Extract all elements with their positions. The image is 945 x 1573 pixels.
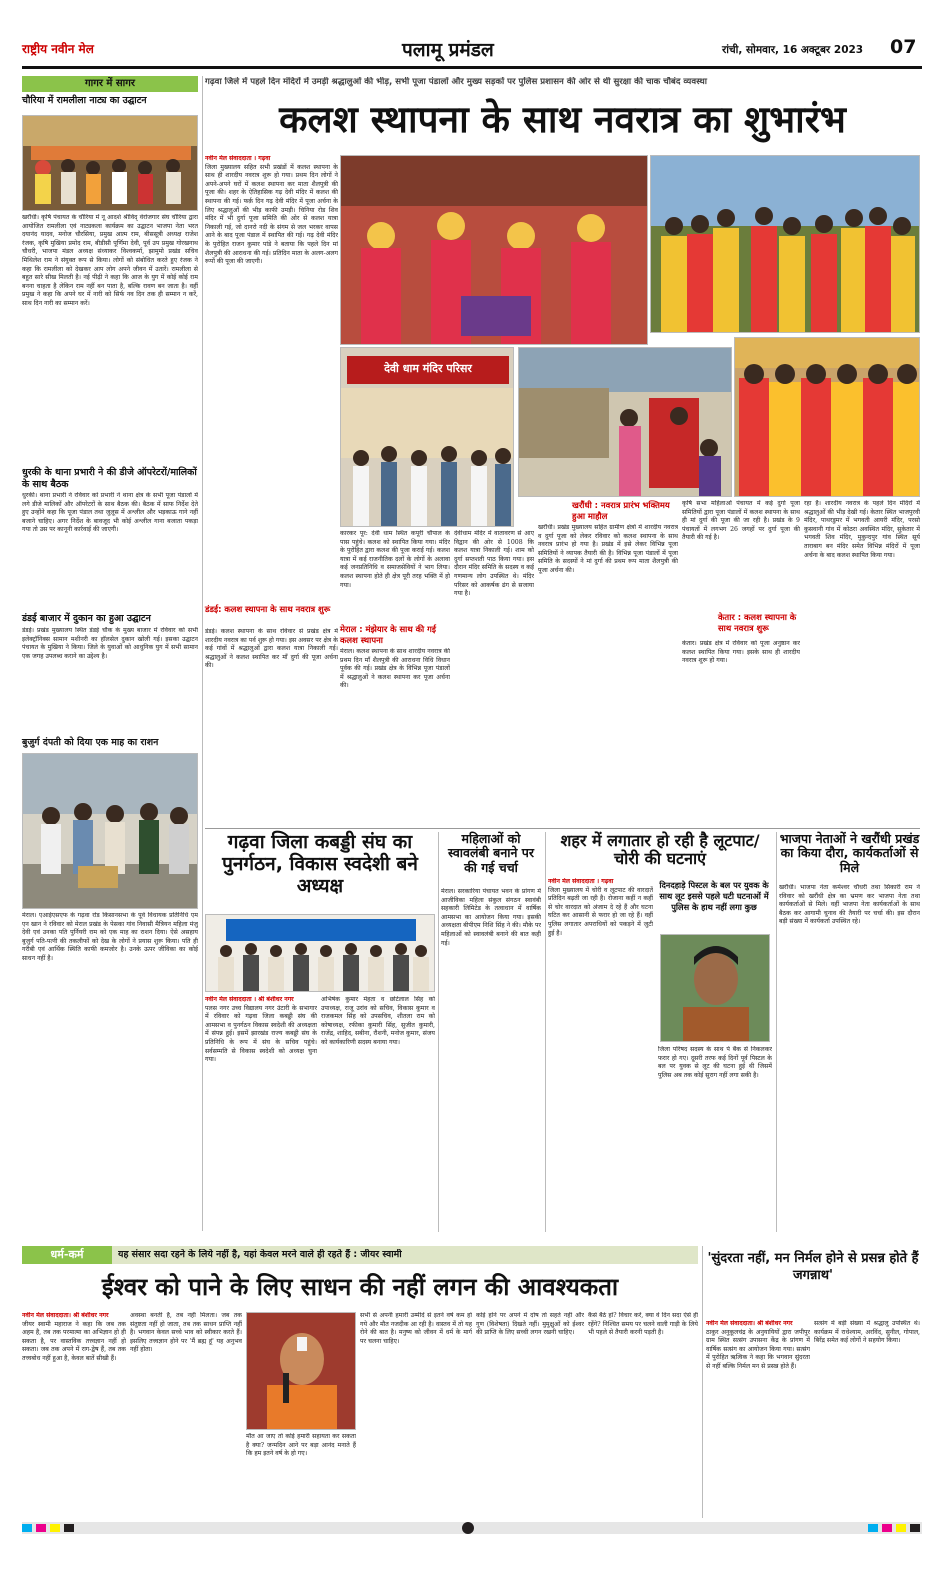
left-body-4: मेराल। एआईएसएफ के गढ़वा रोड किसानसभा के पूर्व विधायक प्रतिनिधि एम एन खान ने रविवार को मेराल प्रखंड के पेसका गांव निवासी मैत्रियन महिला मंजु देवी एवं उनका पति पुर्नियरी राम को एक माह का राशन दिया। ऐसे असहाय बुजुर्ग पति-पत्नी की तकलीफों को देख के लोगों ने प्रयास शुरू किया। पति ही गरीबी एवं आर्थिक स्थिति काफी कमजोर है। उनके ऊपर जीविका का कोई साधन नहीं है।: [22, 912, 198, 962]
photo-temple: [340, 347, 514, 527]
bjp-text: खरौंधी। भाजपा नेता कर्मेश्वर चौधरी तथा सिकारी राम ने रविवार को खरौंधी क्षेत्र का भ्रमण कर भाजपा नेता तथा कार्यकर्ताओं से मिले। वहीं भाजपा नेता कार्यकर्ताओं के साथ बैठक कर आगामी चुनाव की तैयारी पर चर्चा की। इस दौरान बड़ी संख्या में कार्यकर्ता उपस्थित रहे।: [779, 884, 920, 926]
sundarta-text-2: सत्संग में बड़ी संख्या में श्रद्धालु उपस्थित थे। कार्यक्रम में राधेश्याम, अरविंद, सुनील, गोपाल, बिरेंद्र समेत कई लोगों ने सहयोग किया।: [814, 1320, 920, 1345]
issue-date: रांची, सोमवार, 16 अक्टूबर 2023: [722, 44, 864, 56]
column-divider-5: [702, 1246, 703, 1518]
loot-text: [548, 878, 653, 1232]
dharma-text-3: मौत आ जाए तो कोई हमारी सहायता कर सकता है क्या? जन्मदिन आने पर बड़ा आनंद मनाते हैं कि हम इतने वर्ष के हो गए।: [246, 1433, 356, 1458]
photo-kalash-1: [340, 155, 648, 345]
left-title-3: डंडई बाजार में दुकान का हुआ उद्घाटन: [22, 613, 151, 624]
section-title: पलामू प्रमंडल: [402, 39, 494, 61]
column-divider-4: [776, 832, 777, 1232]
left-body-1: खरौंधी। कृषि पंचायत के चौरिया में नू आदर्श श्रीविद् वेरोजगार संघ चौरिया द्वारा आयोजित रामलीला एवं नाट्यकला कार्यक्रम का उद्घाटन भाजपा नेता भरत दयानंद यादव, मनोज चौरसिया, प्रमुख आत्म राम, बीससूत्री अध्यक्ष राजेश रंजक, कृषि मुखिया प्रमोद राम, बीडीसी पूर्णिमा देवी, पूर्व उप प्रमुख गोरखनाथ चौधरी, भाजपा मंडल अध्यक्ष संध्याकर विश्वकर्मा, झामुमो प्रखंड सचिव मिथिलेश राम ने संयुक्त रूप से किया। लोगों को संबोधित करते हुए रंजक ने कहा कि रामलीला को देखकर आप लोग अपने जीवन में उतारें। रामलीला से बहुत सारे सीख मिलती है। नई पीढ़ी ने कहा कि आज के युग में कोई कोई राम बनना चाहता है लेकिन राम नहीं बन पाता है, बल्कि रावण बन जाता है। वहीं प्रमुख ने कहा कि अपने घर में नारी को सिर्फ नव दिन तक ही सम्मान न करें, साथ दिन नारी का सम्मान करें।: [22, 214, 198, 307]
col-e-sub: खरौंधी : नवरात्र प्रारंभ भक्तिमय हुआ माहौल: [572, 500, 670, 521]
registration-dot: [462, 1522, 474, 1534]
dharma-byline: नवीन मेल संवाददाता। श्री बंशीधर नगर: [22, 1312, 109, 1319]
col-f-text-2: केतार। प्रखंड क्षेत्र में रविवार को पूजा अनुष्ठान कर कलश स्थापित किया गया। इसके साथ ही शारदीय नवरात्र शुरू हो गया।: [682, 640, 800, 665]
photo-kalash-2: [650, 155, 920, 333]
dharma-text-5: कोई होने पर अपने में दोष तो सहते नहीं और गुण (विशेषता) दिखते नहीं। मुमुक्षुओं को ईश्वर की प्राप्ति के लिए सच्ची लगन रखनी चाहिए।: [476, 1312, 584, 1337]
registration-swatch-cyan: [22, 1524, 32, 1532]
left-title: चौरिया में रामलीला नाट्य का उद्घाटन: [22, 95, 147, 106]
col-e-text: खरौंधी। प्रखंड मुख्यालय सहित ग्रामीण क्षेत्रों में शारदीय नवरात्र व दुर्गा पूजा को लेकर रविवार को कलश स्थापना के साथ नवरात्र प्रारंभ हो गया है। प्रखंड में इसे लेकर विभिन्न पूजा समितियों ने व्यापक तैयारी की है। विभिन्न पूजा पंडालों में पूजा समिति के सदस्यों ने मां दुर्गा की प्रथम रूप माता शैलपुत्री की पूजा अर्चना की।: [538, 524, 678, 574]
col-c-text-2: मेराल। कलश स्थापना के साथ शारदीय नवरात्र की प्रथम दिन माँ शैलपुत्री की आराधना विधि विधान पूर्वक की गई। प्रखंड क्षेत्र के विभिन्न पूजा पंडालों में श्रद्धालुओं ने कलश स्थापना कर पूजा अर्चना की।: [340, 648, 450, 690]
loot-box: दिनदहाड़े पिस्टल के बल पर युवक के साथ लूट इससे पहले घटी घटनाओं में पुलिस के हाथ नहीं लगा कुछ: [659, 880, 769, 912]
bjp-headline: भाजपा नेताओं ने खरौंधी प्रखंड का किया दौरा, कार्यकर्ताओं से मिले: [779, 831, 920, 875]
column-divider-2: [438, 832, 439, 1232]
dharma-body-1: जीयर स्वामी महाराज ने कहा कि जब तक अहम है, तब तक परमात्मा का अभिज्ञान हो ही सकता है, पर वास्तविक तत्त्वज्ञान नहीं हो सकता। जब तक अपने में राग-द्वेष हैं, तब तक तत्त्वबोध नहीं हुआ है, केवल बातें सीखी हैं।: [22, 1320, 126, 1362]
dharma-text-1: [22, 1312, 126, 1517]
col-f-sub: केतार : कलश स्थापना के साथ नवरात्र शुरू: [718, 612, 797, 633]
photo-crowd: [734, 337, 920, 497]
col-f-text: कृषि सभा महिलाओं पंचायत में कई दुर्गा पूजा समितियों द्वारा पूजा पंडालों में कलश स्थापना के साथ ही मां दुर्गा की पूजा की जा रही है। प्रखंड के 9 पंचायतों में लगभग 26 जगहों पर दुर्गा पूजा की तैयारी की गई है।: [682, 500, 800, 542]
mahila-text: मेराल। सरकारिया पंचायत भवन के प्रांगण में आजीविका महिला संकुल संगठन स्वावंबी सहकारी लिमिटेड के तत्वाधान में वार्षिक आमसभा का आयोजन किया गया। इसकी अध्यक्षता बीपीएम निशि सिंह ने की। मौके पर महिलाओं को स्वावलंबी बनाने की बात कही गई।: [441, 888, 541, 947]
temple-sign-text: देवी धाम मंदिर परिसर: [384, 362, 472, 375]
page-number: 07: [890, 36, 917, 58]
masthead: [22, 36, 922, 64]
left-title-4: बुजुर्ग दंपती को दिया एक माह का राशन: [22, 737, 159, 748]
jiyar-swami-photo: [246, 1312, 356, 1430]
victim-photo: [660, 934, 770, 1042]
dharma-text-4: सभी से अपनी हमारी उम्मीदें से इतने वर्ष कम हो गये और मौत नजदीक आ रही है। वास्तव में तो यह रोने की बात है। मनुष्य को जीवन में धर्म के मार्ग पर चलना चाहिए।: [360, 1312, 472, 1345]
photo-aarti: [518, 347, 732, 497]
registration-swatch-black: [64, 1524, 74, 1532]
col-g-text: रहा है। शारदीय नवरात्र के पहले दिन मंदिरों में श्रद्धालुओं की भीड़ देखी गई। केतार स्थित भाजपुरवी मंदिर, पाथरडुमर में भगवती आयरी मंदिर, परसो कुसवानी गांव में कोठरा अवस्थित मंदिर, सुकेतार में भगवती शिव मंदिर, मुकुन्दपुर गांव स्थित सूर्य ताराबाग बन मंदिर समेत विभिन्न मंदिरों में पूजा अर्चना के बाद कलश स्थापित किया गया।: [804, 500, 920, 559]
sundarta-byline: नवीन मेल संवाददाता। श्री बंशीधर नगर: [706, 1320, 793, 1327]
sundarta-text: [706, 1320, 810, 1517]
masthead-rule: [22, 66, 922, 69]
col-c-text: कारकर पूर: देवी धाम स्थित कपूरी चौपाल के पास पहुंचे। कलश को स्थापित किया गया। मंदिर के पुरोहित द्वारा कलश की पूजा कराई गई। कलश यात्रा में कई राजनीतिक दलों के लोगों के अलावा कई जनप्रतिनिधि व समाजसेवियों ने भाग लिया। कलश स्थापना होते ही क्षेत्र पूरी तरह भक्ति में हो गया।: [340, 530, 450, 589]
registration-swatch-magenta-right: [882, 1524, 892, 1532]
column-divider-3: [545, 832, 546, 1232]
registration-swatch-yellow: [50, 1524, 60, 1532]
kabaddi-text: [205, 996, 317, 1232]
ramlila-photo: [22, 115, 198, 211]
col-c-sub: मेराल : मंझेयार के साथ की गई कलश स्थापना: [340, 624, 436, 645]
color-registration-marks: [22, 1524, 922, 1532]
section-divider: [205, 828, 920, 829]
col-d-text: देवीधाम मंदिर में वातावरण से आए विद्वान की ओर से 1008 कि कलश यात्रा निकाली गई। शाम को दुर्गा सप्तशती पाठ किया गया। इस दौरान मंदिर समिति के सदस्य व कई गणमान्य लोग उपस्थित थे। मंदिर परिसर को आकर्षक ढंग से सजाया गया है।: [454, 530, 534, 598]
loot-body: जिला मुख्यालय में चोरी व लूटपाट की वारदातें प्रतिदिन बढ़ती जा रही है। रोजाना कहीं न कहीं से चोर वारदात को अंजाम दे रहे हैं और घटना घटित कर आसानी से फरार हो जा रहे हैं। वहीं पुलिस लगातार अपराधियों को पकड़ने में जुटी हुई है।: [548, 886, 653, 937]
col-b-text-2: डंडई। कलश स्थापना के साथ रविवार से प्रखंड क्षेत्र में शारदीय नवरात्र का पर्व शुरू हो गया। इस अवसर पर क्षेत्र के कई गांवों में श्रद्धालुओं द्वारा कलश यात्रा निकाली गई। श्रद्धालुओं ने कलश स्थापित कर माँ दुर्गा की पूजा अर्चना की।: [205, 628, 338, 670]
column-divider: [202, 76, 203, 1231]
loot-text-2: जिला परिषद सदस्य के साथ पे बैंक से निकलकर फरार हो गए। दूसरी तरफ कई दिनों पूर्व पिस्टल के बल पर युवक से लूट की घटना हुई थी जिसमें पुलिस अब तक कोई सुराग नहीं लगा सकी है।: [658, 1046, 772, 1079]
mahila-headline: महिलाओं को स्वावलंबी बनाने पर की गई चर्चा: [447, 831, 535, 875]
sundarta-headline: 'सुंदरता नहीं, मन निर्मल होने से प्रसन्न होते हैं जगन्नाथ': [707, 1251, 919, 1283]
registration-swatch-cyan-right: [868, 1524, 878, 1532]
tagline: गढ़वा जिले में पहले दिन मंदिरों में उमड़ी श्रद्धालुओं की भीड़, सभी पूजा पंडालों और मुख्य सड़कों पर पुलिस प्रशासन की ओर से थी सुरक्षा की चाक चौबंद व्यवस्था: [205, 77, 707, 87]
dharma-text-6: कैसे बैठे हो? विचार करें, क्या वे दिन सदा ऐसे ही रहेंगे? निश्चित समय पर चलने वाली गाड़ी के लिये भी पहले से तैयारी करनी पड़ती है।: [588, 1312, 698, 1337]
sundarta-body: ठाकुर अनुकूलचंद्र के अनुयायियों द्वारा जपीपुर ग्राम स्थित सत्संग उपासना केंद्र के प्रांगण में वार्षिक सत्संग का आयोजन किया गया। सत्संग में पुरोहित ऋत्विक ने कहा कि भगवान सुंदरता से नहीं बल्कि निर्मल मन से प्रसन्न होते हैं।: [706, 1328, 810, 1370]
loot-headline: शहर में लगातार हो रही है लूटपाट/चोरी की घटनाएं: [560, 831, 760, 869]
left-tag: गागर में सागर: [22, 76, 198, 92]
kabaddi-text-2: अभिषेक कुमार मेहता व छोटेलाल सिंह को उपाध्यक्ष, राजू उरांव को सचिव, विकास कुमार व राजकमल सिंह को उपसचिव, शीतला राम को कोषाध्यक्ष, रफीका कुमारी सिंह, सुजीत कुमारी, राजेंद्र, शाहिद, सबीना, रौशनी, मनोज कुमार, संजय को कार्यकारिणी सदस्य बनाया गया।: [321, 996, 435, 1046]
kabaddi-photo: [205, 914, 435, 992]
brand-logo: राष्ट्रीय नवीन मेल: [22, 42, 94, 56]
kabaddi-byline: नवीन मेल संवाददाता । श्री बंशीधर नगर: [205, 996, 294, 1003]
registration-swatch-yellow-right: [896, 1524, 906, 1532]
left-body-3: डंडई। प्रखंड मुख्यालय स्थित डंडई चौक के मुख्य बाजार में रविवार को सभी इलेक्ट्रॉनिक्स सामान मशीनरी का हॉलसेल दुकान खोली गई। इसका उद्घाटन पंचायत के मुखिया ने किया। जिले के युवाओं को आधुनिक युग में सभी सामान एक जगह उपलब्ध कराने का उद्देश्य है।: [22, 627, 198, 660]
dharma-kicker: यह संसार सदा रहने के लिये नहीं है, यहां केवल मरने वाले ही रहते हैं : जीयर स्वामी: [118, 1249, 402, 1260]
col-b-body: जिला मुख्यालय सहित सभी प्रखंडों में कलश स्थापना के साथ ही शारदीय नवरात्र शुरू हो गया। प्रथम दिन लोगों ने अपने-अपने घरों में कलश स्थापना कर माता शैलपुत्री की पूजा की। शहर के ऐतिहासिक गढ़ देवी मंदिर में कलश की स्थापना की गई। फर्क़ दिन गढ़ देवी मंदिर में पूजा अर्चना के लिए श्रद्धालुओं की भीड़ काफी उमड़ी। चिनिया रोड शिव मंदिर में भी दुर्गा पूजा समिति की ओर से कलश यात्रा निकाली गई, जो दानरो नदी के संगम से जल भरकर वापस आने के बाद पूजा पंडाल में स्थापित की गई। गढ़ देवी मंदिर के पुरोहित राजन कुमार पांडे ने बताया कि पहले दिन मां शैलपुत्री की आराधना की गई। प्रतिदिन माता के अलग-अलग रूपों की पूजा की जाएगी।: [205, 163, 338, 266]
ration-photo: [22, 753, 198, 909]
col-b-text: [205, 155, 338, 603]
col-b-sub: डंडई: कलश स्थापना के साथ नवरात्र शुरू: [205, 604, 331, 614]
left-body-2: धुरकी। थाना प्रभारी ने रविवार को प्रभारी ने थाना क्षेत्र के सभी पूजा पंडालों में लगे डीजे मालिकों और ऑपरेटरों के साथ बैठक की। बैठक में साफ निर्देश देते हुए उन्होंने कहा कि पूजा पंडाल तथा जुलूस में अश्लील और भड़काऊ गाने नहीं बजाने चाहिए। अगर निर्देश के बावजूद भी कोई अश्लील गाना बजाता पकड़ा गया तो उस पर कानूनी कार्रवाई की जाएगी।: [22, 492, 198, 534]
dharma-headline: ईश्वर को पाने के लिए साधन की नहीं लगन की आवश्यकता: [101, 1273, 619, 1301]
loot-byline: नवीन मेल संवाददाता । गढ़वा: [548, 878, 614, 885]
dharma-tag: धर्म-कर्म: [22, 1246, 112, 1264]
registration-swatch-magenta: [36, 1524, 46, 1532]
kabaddi-headline: गढ़वा जिला कबड्डी संघ का पुनर्गठन, विकास स्वदेशी बने अध्यक्ष: [222, 831, 418, 897]
col-b-byline: नवीन मेल संवाददाता । गढ़वा: [205, 155, 271, 162]
dharma-text-2: अवस्था बनती है, तब नहीं मिलता। जब तक संतुष्टता नहीं हो जाता, तब तक साधन प्राप्ति नहीं है। भगवान केवल सच्चे भाव को स्वीकार करते हैं। इसलिए तत्त्वज्ञान होने पर 'मैं ब्रह्म हूं' यह अनुभव नहीं होता।: [130, 1312, 242, 1354]
left-title-2: धुरकी के थाना प्रभारी ने की डीजे ऑपरेटरों/मालिकों के साथ बैठक: [22, 467, 197, 490]
registration-swatch-black-right: [910, 1524, 920, 1532]
main-headline: कलश स्थापना के साथ नवरात्र का शुभारंभ: [279, 98, 846, 141]
kabaddi-body: पलस नगर उच्च विद्यालय नगर उंटारी के सभागार में रविवार को गढ़वा जिला कबड्डी संघ की आमसभा व पुनर्गठन विकास स्वदेशी की अध्यक्षता में संपन्न हुई। इसमें झारखंड राज्य कबड्डी संघ के प्रतिनिधि के रूप में संघ के सचिव पहुंचे। सर्वसम्मति से विकास स्वदेशी को अध्यक्ष चुना गया।: [205, 1004, 317, 1064]
